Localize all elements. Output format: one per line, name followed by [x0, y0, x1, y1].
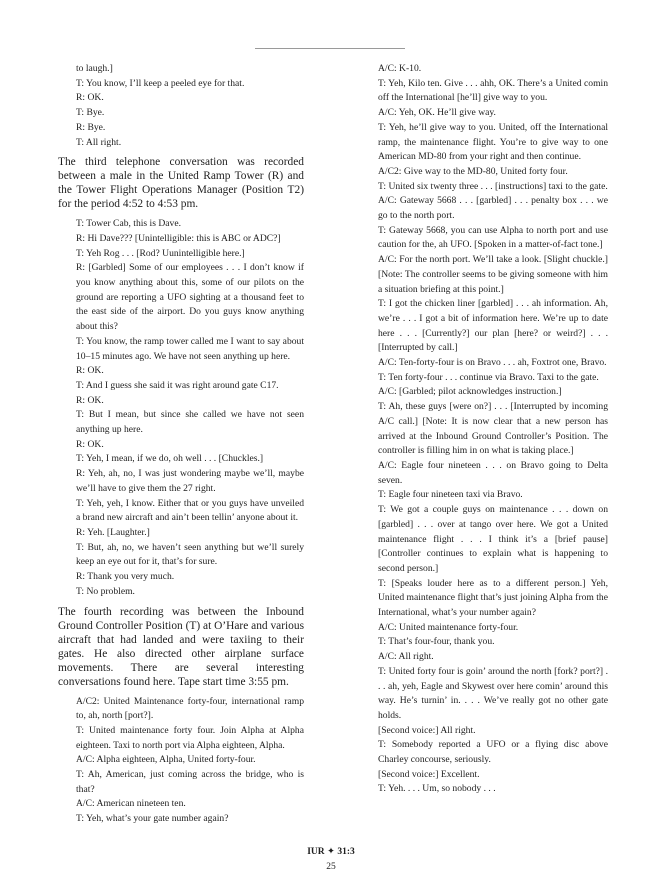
transcript-line: T: United forty four is goin’ around the north [fork? port?] . . . ah, yeh, Eagle and Skywest over here comin’ around this way. He’s turnin’ in. . . . We’ve really got no other gate holds.	[378, 665, 608, 721]
body-paragraph: The third telephone conversation was recorded between a male in the United Ramp Tower (R) and the Tower Flight Operations Manager (Position T2) for the period 4:52 to 4:53 pm.	[58, 156, 304, 211]
body-paragraph: The fourth recording was between the Inbound Ground Controller Position (T) at O’Hare and various aircraft that had landed and were taxiing to their gates. He also directed other airplane surface movements. There are several interesting conversations found here. Tape start time 3:55 pm.	[58, 605, 304, 688]
transcript-line: A/C: American nineteen ten.	[76, 798, 186, 810]
transcript-line: A/C: For the north port. We’ll take a look. [Slight chuckle.] [Note: The controller seems to be giving someone with him a situation briefing at this point.]	[378, 254, 608, 295]
issue-number: 31:3	[337, 847, 355, 857]
transcript-line: T: United maintenance forty four. Join Alpha at Alpha eighteen. Taxi to north port via Alpha eighteen, Alpha.	[76, 724, 304, 751]
transcript-line: T: Yeh, I mean, if we do, oh well . . . [Chuckles.]	[76, 453, 264, 465]
running-footer	[0, 846, 662, 857]
transcript-line: R: Thank you very much.	[76, 571, 175, 583]
transcript-line: A/C2: United Maintenance forty-four, international ramp to, ah, north [port?].	[76, 695, 304, 722]
transcript-line: T: Bye.	[76, 107, 105, 119]
transcript-line: T: You know, the ramp tower called me I want to say about 10–15 minutes ago. We have not seen anything up here.	[76, 335, 304, 362]
transcript-line: A/C: Ten-forty-four is on Bravo . . . ah, Foxtrot one, Bravo.	[378, 357, 607, 369]
transcript-line: T: Yeh, yeh, I know. Either that or you guys have unveiled a brand new aircraft and ain’t been tellin’ anyone about it.	[76, 497, 304, 524]
transcript-line: [Second voice:] All right.	[378, 724, 476, 736]
transcript-line: T: No problem.	[76, 585, 135, 597]
transcript-line: T: But I mean, but since she called we have not seen anything up here.	[76, 409, 304, 436]
transcript-line: T: United six twenty three . . . [instructions] taxi to the gate.	[378, 180, 608, 192]
header-rule	[255, 48, 405, 49]
transcript-line: A/C: K-10.	[378, 63, 422, 74]
transcript-line: T: Yeh, Kilo ten. Give . . . ahh, OK. There’s a United comin off the International [he’ll] give way to you.	[378, 77, 608, 104]
transcript-line: A/C2: Give way to the MD-80, United forty four.	[378, 165, 568, 177]
journal-name: IUR	[307, 847, 325, 857]
transcript-line: R: OK.	[76, 394, 104, 406]
transcript-line: [Second voice:] Excellent.	[378, 768, 480, 780]
transcript-line: R: Hi Dave??? [Unintelligible: this is ABC or ADC?]	[76, 232, 281, 244]
transcript-line: T: Yeh. . . . Um, so nobody . . .	[378, 783, 496, 795]
transcript-line: T: Tower Cab, this is Dave.	[76, 218, 181, 230]
transcript-line: T: I got the chicken liner [garbled] . . . ah information. Ah, we’re . . . I got a bit of information here. We’re up to date here . . . [Currently?] our plan [here? or weird?] . . . [Interrupted by call.]	[378, 298, 608, 354]
transcript-line: R: OK.	[76, 365, 104, 377]
transcript-line: R: OK.	[76, 92, 104, 104]
transcript-line: to laugh.]	[76, 63, 113, 74]
right-column	[360, 62, 608, 797]
transcript-line: T: Yeh, what’s your gate number again?	[76, 813, 229, 825]
transcript-line: T: All right.	[76, 136, 122, 148]
transcript-line: T: That’s four-four, thank you.	[378, 636, 495, 648]
transcript-line: R: Bye.	[76, 121, 106, 133]
transcript-line: T: And I guess she said it was right around gate C17.	[76, 379, 279, 391]
transcript-line: T: Gateway 5668, you can use Alpha to north port and use caution for the, ah UFO. [Spoken in a matter-of-fact tone.]	[378, 224, 608, 251]
transcript-line: T: Ah, these guys [were on?] . . . [Interrupted by incoming A/C call.] [Note: It is now clear that a new person has arrived at the Inbound Ground Controller’s Position. The controller is filling him in on what is taking place.]	[378, 401, 608, 457]
separator-glyph: ✦	[327, 847, 335, 857]
page-number: 25	[326, 862, 336, 872]
transcript-line: R: OK.	[76, 438, 104, 450]
transcript-line: R: Yeh. [Laughter.]	[76, 526, 150, 538]
left-column	[58, 62, 304, 827]
transcript-line: A/C: United maintenance forty-four.	[378, 621, 519, 633]
transcript-line: A/C: All right.	[378, 651, 434, 663]
transcript-line: A/C: Yeh, OK. He’ll give way.	[378, 107, 496, 119]
transcript-line: A/C: Eagle four nineteen . . . on Bravo going to Delta seven.	[378, 459, 608, 486]
transcript-line: A/C: [Garbled; pilot acknowledges instruction.]	[378, 386, 562, 398]
transcript-line: A/C: Gateway 5668 . . . [garbled] . . . penalty box . . . we go to the north port.	[378, 195, 608, 222]
transcript-line: T: We got a couple guys on maintenance . . . down on [garbled] . . . over at tango over here. We got a United maintenance flight . . . I think it’s a [brief pause] [Controller continues to explain what is happening to second person.]	[378, 504, 608, 574]
transcript-line: T: Yeh, he’ll give way to you. United, off the International ramp, the maintenance flight. You’re to give way to one American MD-80 from your right and then continue.	[378, 121, 608, 163]
transcript-line: T: But, ah, no, we haven’t seen anything but we’ll surely keep an eye out for it, that’s for sure.	[76, 541, 304, 568]
transcript-line: T: [Speaks louder here as to a different person.] Yeh, United maintenance flight that’s just joining Alpha from the International, what’s your number again?	[378, 577, 608, 619]
transcript-line: R: Yeh, ah, no, I was just wondering maybe we’ll, maybe we’ll have to give them the 27 right.	[76, 468, 304, 494]
transcript-line: T: Somebody reported a UFO or a flying disc above Charley concourse, seriously.	[378, 739, 608, 766]
transcript-line: A/C: Alpha eighteen, Alpha, United forty-four.	[76, 754, 256, 766]
transcript-line: T: Ah, American, just coming across the bridge, who is that?	[76, 769, 304, 795]
transcript-line: T: Yeh Rog . . . [Rod? Uunintelligible here.]	[76, 247, 245, 259]
transcript-line: T: Ten forty-four . . . continue via Bravo. Taxi to the gate.	[378, 371, 599, 383]
transcript-line: R: [Garbled] Some of our employees . . . I don’t know if you know anything about this, some of our pilots on the ground are reporting a UFO sighting at a thousand feet to the east side of the airport. Do you guys know anything about this?	[76, 262, 304, 333]
transcript-line: T: You know, I’ll keep a peeled eye for that.	[76, 77, 245, 89]
transcript-line: T: Eagle four nineteen taxi via Bravo.	[378, 489, 523, 501]
